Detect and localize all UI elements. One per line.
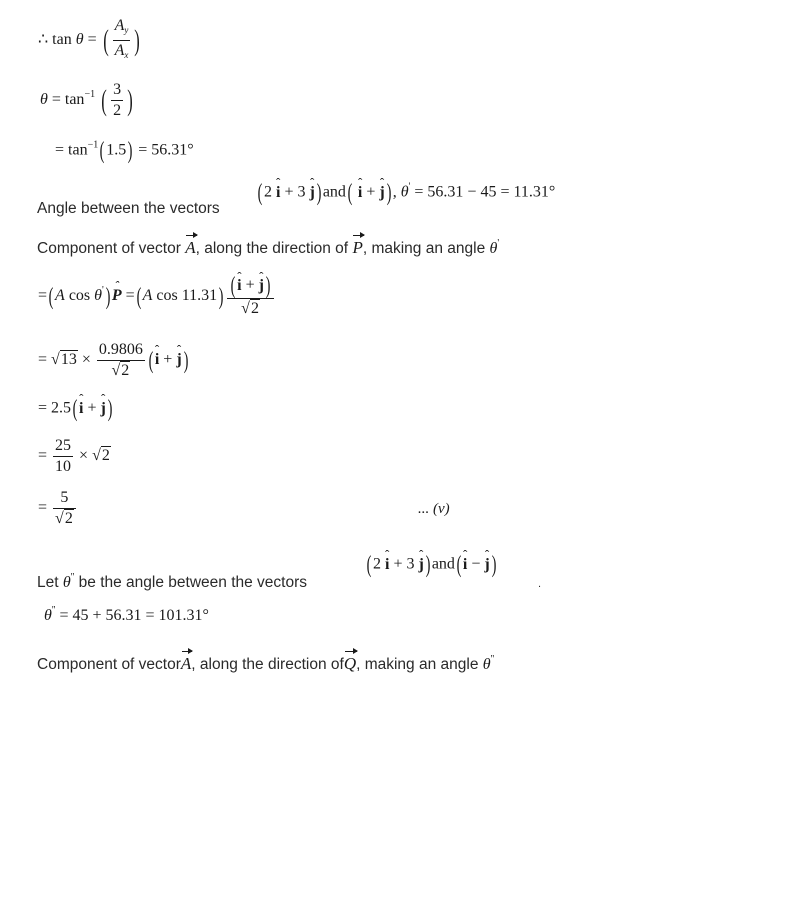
equation-final-v — [38, 488, 78, 529]
equals-tan: = tan — [55, 141, 88, 159]
left-paren: ( — [148, 347, 154, 374]
let-theta-text — [37, 572, 307, 592]
left-paren: ( — [456, 552, 462, 578]
equals-sign: = — [125, 287, 135, 305]
radicand: 2 — [101, 447, 110, 465]
period: . — [538, 578, 542, 590]
angle-result: = 45 + 56.31 = 101.31° — [59, 607, 209, 624]
right-paren: ) — [218, 283, 224, 310]
inverse-superscript: −1 — [87, 139, 99, 151]
right-paren: ) — [105, 283, 111, 310]
unit-j: ˆ j — [484, 556, 489, 574]
and-word: and — [431, 555, 455, 573]
unit-j: ˆ j — [379, 184, 384, 202]
minus-sign: − — [471, 555, 481, 573]
theta-symbol: θ — [40, 91, 48, 109]
prime: ' — [408, 181, 411, 193]
equation-theta-arctan — [40, 80, 135, 121]
vector-a: A — [185, 238, 196, 257]
left-paren: ( — [366, 552, 372, 578]
equals-tan: = tan — [51, 91, 85, 109]
denominator-subscript: x — [124, 50, 129, 60]
double-prime: '' — [51, 605, 56, 616]
vector-p: P — [352, 238, 363, 257]
left-paren: ( — [257, 180, 263, 206]
right-paren: ) — [386, 180, 392, 206]
angle-result: = 56.31 − 45 = 11.31° — [414, 183, 556, 201]
text-part-c: , making an angle — [356, 656, 479, 673]
plus-sign: + — [245, 276, 255, 294]
left-paren: ( — [48, 283, 54, 310]
plus-sign: + — [87, 399, 97, 417]
times-sign: × — [79, 447, 89, 465]
right-paren: ) — [425, 552, 431, 578]
plus-3: + 3 — [284, 183, 306, 201]
fraction-ay-ax — [113, 16, 131, 65]
text-part-c: , making an angle — [362, 240, 486, 257]
equation-theta-double-prime — [44, 605, 209, 625]
unit-j: ˆ j — [101, 400, 106, 418]
unit-i: ˆ i — [358, 184, 362, 202]
left-paren: ( — [230, 273, 236, 299]
equation-angle-between — [256, 181, 555, 205]
radicand: 2 — [250, 300, 259, 317]
equation-arctan-result — [55, 139, 194, 163]
fraction-5-root2: $\frac{5}{√2}$ — [53, 488, 76, 529]
coef-2: 2 — [373, 555, 381, 573]
let-word: Let — [37, 574, 59, 591]
component-along-q-text — [37, 654, 494, 674]
numerator: 5 — [53, 488, 76, 509]
result: = 56.31° — [138, 141, 194, 159]
fraction-09806-root2: $\frac{0.9806}{√2}$ — [98, 341, 143, 379]
angle-between-phrase: be the angle between the vectors — [78, 574, 308, 591]
theta-symbol: θ — [400, 183, 409, 201]
sqrt-13: √13 — [51, 351, 77, 369]
prime: ' — [497, 238, 500, 249]
equals-sign: = — [87, 31, 97, 49]
equation-vectors-pair-2 — [365, 553, 498, 577]
equals-sign: = — [38, 447, 48, 465]
component-along-p-text — [37, 238, 499, 258]
fraction-3-2 — [111, 80, 123, 121]
text-part-a: Component of vector — [37, 240, 181, 257]
equation-numeric-substitution — [38, 340, 190, 381]
denominator: 10 — [55, 458, 72, 475]
numerator: 0.9806 — [97, 340, 145, 361]
text-part-b: , along the direction of — [195, 240, 349, 257]
left-paren: ( — [347, 180, 353, 206]
cos-value: cos 11.31 — [156, 287, 218, 305]
right-paren: ) — [107, 396, 113, 422]
numerator: 25 — [53, 436, 73, 457]
argument: 1.5 — [106, 141, 127, 159]
denominator-a: A — [114, 42, 125, 59]
left-paren: ( — [72, 396, 78, 422]
vector-a: A — [180, 654, 192, 673]
plus-3: + 3 — [393, 555, 415, 573]
equation-simplified — [38, 397, 114, 421]
cos-word: cos — [68, 287, 91, 305]
vector-q: Q — [343, 654, 357, 673]
left-paren: ( — [99, 138, 105, 164]
unit-i: ˆ i — [79, 400, 83, 418]
fraction-25-10 — [53, 436, 73, 477]
comma: , — [392, 183, 397, 201]
coef-2: 2 — [264, 183, 272, 201]
theta-symbol: θ — [62, 574, 71, 591]
times-sign: × — [81, 351, 91, 369]
numerator-subscript: y — [124, 25, 129, 35]
numerator: 3 — [111, 80, 123, 101]
equation-magnitude — [38, 436, 111, 477]
equals-sign: = — [38, 351, 48, 369]
magnitude-a: A — [142, 287, 153, 305]
unit-p: ˆ P — [112, 287, 122, 305]
equals-value: = 2.5 — [38, 399, 72, 417]
magnitude-a: A — [55, 287, 65, 305]
theta-symbol: θ — [489, 240, 498, 257]
right-paren: ) — [265, 273, 271, 299]
sqrt-2: √2 — [92, 447, 110, 465]
right-paren: ) — [491, 552, 497, 578]
numerator-a: A — [114, 17, 125, 34]
unit-i: ˆ i — [276, 184, 280, 202]
theta-symbol: θ — [75, 31, 84, 49]
plus-sign: + — [163, 351, 173, 369]
plus-sign: + — [366, 183, 376, 201]
equals-sign: = — [38, 499, 48, 517]
radicand: 13 — [60, 351, 77, 369]
equation-tan-theta — [38, 16, 142, 65]
unit-j: ˆ j — [259, 276, 264, 296]
unit-i: ˆ i — [385, 556, 389, 574]
unit-j: ˆ j — [418, 556, 423, 574]
equation-component-expansion — [38, 274, 276, 319]
inverse-superscript: −1 — [84, 89, 96, 101]
denominator: 2 — [113, 102, 122, 119]
radicand: 2 — [64, 510, 73, 527]
left-paren: ( — [101, 83, 107, 117]
theta-symbol: θ — [482, 656, 491, 673]
right-paren: ) — [127, 83, 133, 117]
right-paren: ) — [127, 138, 133, 164]
unit-j: ˆ j — [309, 184, 314, 202]
left-paren: ( — [136, 283, 142, 310]
theta-symbol: θ — [94, 287, 102, 305]
fraction-unit-over-root2: $\frac{\text{(ˆ i + ˆ j)}}{√2}$ — [227, 274, 274, 319]
right-paren: ) — [134, 23, 141, 57]
therefore-tan: ∴ tan — [38, 31, 72, 49]
equals-sign: = — [38, 287, 48, 305]
unit-j: ˆ j — [176, 351, 181, 369]
double-prime: '' — [70, 572, 75, 583]
text-part-b: , along the direction of — [191, 656, 344, 673]
radicand: 2 — [121, 362, 130, 379]
and-word: and — [322, 183, 346, 201]
angle-between-text: Angle between the vectors — [37, 200, 220, 217]
prime: ' — [102, 285, 104, 297]
double-prime: '' — [490, 654, 495, 665]
theta-symbol: θ — [44, 607, 52, 624]
left-paren: ( — [102, 23, 109, 57]
right-paren: ) — [316, 180, 322, 206]
unit-i: ˆ i — [237, 276, 241, 296]
unit-i: ˆ i — [155, 351, 159, 369]
right-paren: ) — [183, 347, 189, 374]
equation-tag-v: ... (v) — [418, 501, 450, 517]
text-part-a: Component of vector — [37, 656, 181, 673]
unit-i: ˆ i — [463, 556, 467, 574]
